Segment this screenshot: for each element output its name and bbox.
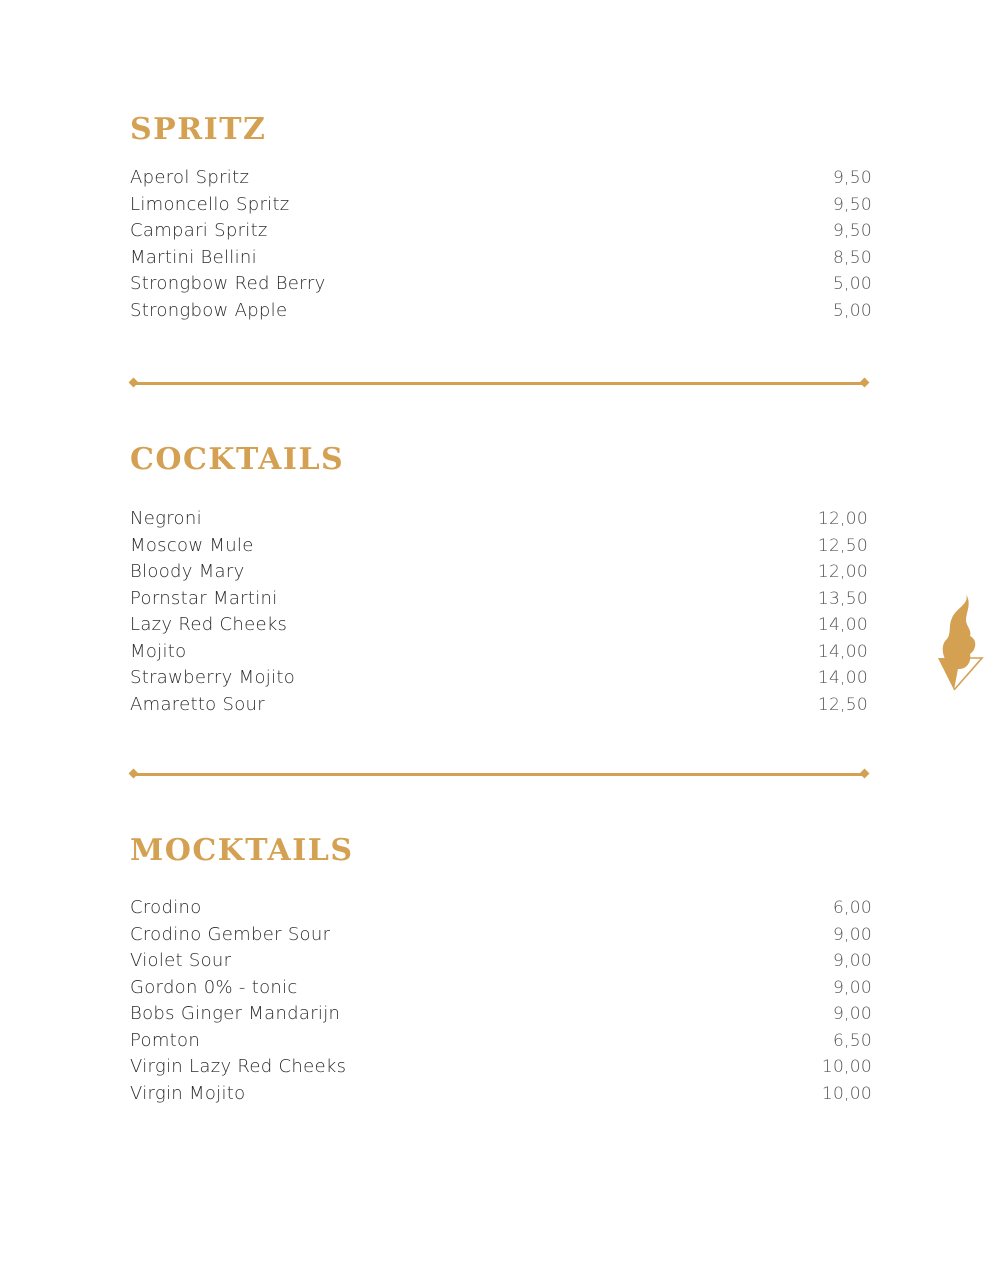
menu-item: [130, 1003, 872, 1030]
menu-item: [130, 950, 872, 977]
menu-item: [130, 924, 872, 951]
item-name: Mojito: [130, 640, 187, 662]
menu-item: [130, 1083, 872, 1110]
divider-diamond-right: [860, 378, 870, 388]
item-price: 12,50: [817, 535, 868, 556]
item-price: 9,00: [832, 951, 872, 971]
item-price: 9,00: [832, 1004, 872, 1024]
item-name: Virgin Mojito: [130, 1082, 246, 1104]
item-price: 12,00: [817, 562, 868, 582]
item-price: 14,00: [817, 641, 868, 662]
menu-item: [130, 194, 872, 221]
item-price: 13,50: [817, 588, 868, 609]
item-name: Gordon 0% - tonic: [130, 976, 298, 998]
item-name: Negroni: [130, 508, 202, 529]
item-name: Bobs Ginger Mandarijn: [130, 1003, 341, 1024]
item-price: 6,50: [832, 1030, 872, 1051]
menu-item: [130, 588, 868, 615]
section-cocktails: [130, 442, 868, 720]
item-name: Strongbow Red Berry: [130, 273, 326, 294]
item-name: Campari Spritz: [130, 220, 268, 241]
item-price: 14,00: [817, 668, 868, 688]
item-price: 9,50: [832, 168, 872, 188]
item-price: 9,00: [832, 977, 872, 998]
menu-list: [130, 897, 872, 1109]
item-name: Pornstar Martini: [130, 587, 278, 609]
menu-item: [130, 694, 868, 721]
section-title: SPRITZ: [130, 112, 267, 147]
item-price: 8,50: [832, 247, 872, 268]
menu-item: [130, 300, 872, 327]
item-name: Lazy Red Cheeks: [130, 614, 288, 635]
divider-line: [134, 382, 864, 385]
item-name: Amaretto Sour: [130, 693, 265, 715]
item-name: Aperol Spritz: [130, 167, 250, 188]
item-price: 14,00: [817, 615, 868, 635]
item-price: 6,00: [832, 898, 872, 918]
glass-left: [938, 658, 960, 690]
menu-item: [130, 977, 872, 1004]
menu-item: [130, 1056, 872, 1083]
item-name: Strongbow Apple: [130, 299, 288, 321]
item-name: Martini Bellini: [130, 246, 257, 268]
section-spritz: [130, 112, 872, 326]
item-name: Crodino Gember Sour: [130, 923, 331, 945]
menu-item: [130, 273, 872, 300]
menu-list: [130, 167, 872, 326]
item-name: Violet Sour: [130, 950, 232, 971]
item-name: Pomton: [130, 1029, 201, 1051]
menu-item: [130, 561, 868, 588]
menu-item: [130, 667, 868, 694]
item-price: 5,00: [832, 274, 872, 294]
menu-item: [130, 535, 868, 562]
item-name: Limoncello Spritz: [130, 193, 290, 215]
flame-cocktail-glass-icon: [936, 592, 984, 694]
menu-item: [130, 220, 872, 247]
item-price: 9,50: [832, 221, 872, 241]
item-name: Virgin Lazy Red Cheeks: [130, 1056, 347, 1077]
item-price: 10,00: [821, 1083, 872, 1104]
menu-item: [130, 897, 872, 924]
item-name: Strawberry Mojito: [130, 667, 296, 688]
item-name: Crodino: [130, 897, 202, 918]
menu-item: [130, 167, 872, 194]
item-name: Moscow Mule: [130, 534, 254, 556]
item-price: 9,00: [832, 924, 872, 945]
item-price: 5,00: [832, 300, 872, 321]
divider-line: [134, 773, 864, 776]
menu-item: [130, 1030, 872, 1057]
divider-diamond-right: [860, 769, 870, 779]
item-price: 9,50: [832, 194, 872, 215]
section-title: MOCKTAILS: [130, 833, 354, 868]
menu-item: [130, 641, 868, 668]
section-title: COCKTAILS: [130, 442, 345, 477]
section-mocktails: [130, 833, 872, 1109]
menu-item: [130, 614, 868, 641]
item-price: 10,00: [821, 1057, 872, 1077]
section-divider: [130, 768, 868, 780]
item-price: 12,50: [817, 694, 868, 715]
section-divider: [130, 377, 868, 389]
item-name: Bloody Mary: [130, 561, 245, 582]
menu-item: [130, 508, 868, 535]
item-price: 12,00: [817, 509, 868, 529]
menu-item: [130, 247, 872, 274]
menu-list: [130, 508, 868, 720]
